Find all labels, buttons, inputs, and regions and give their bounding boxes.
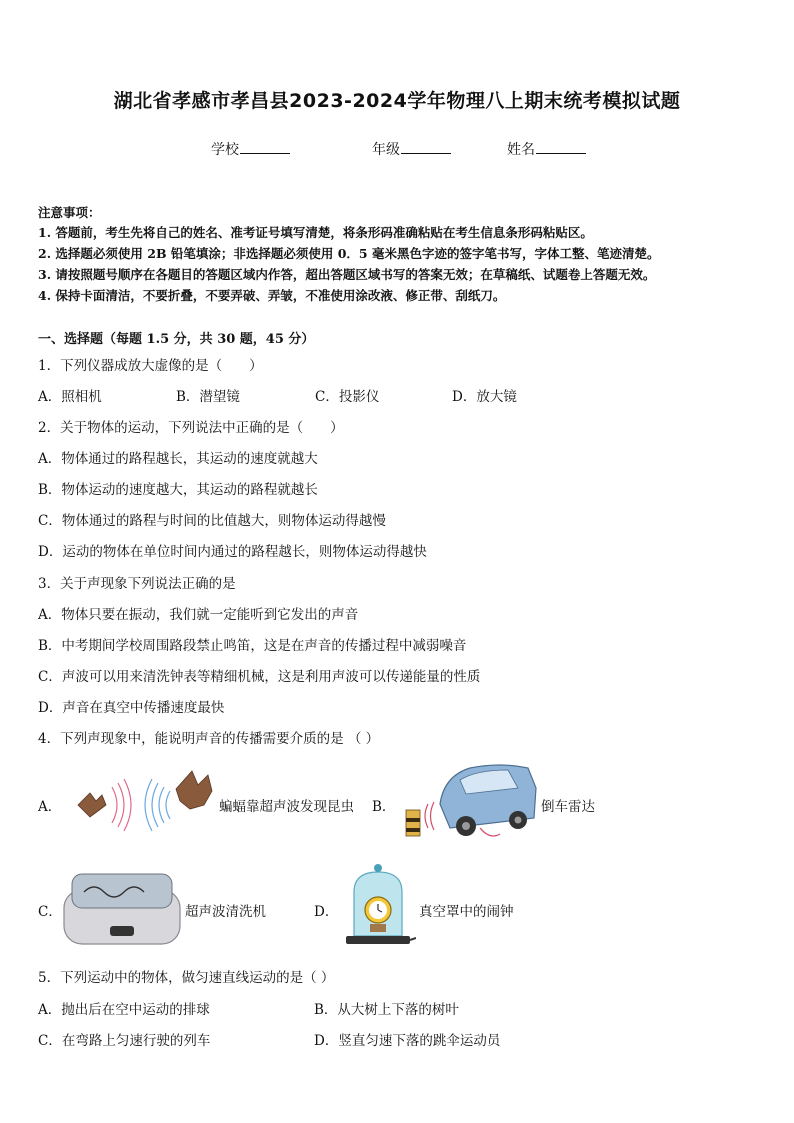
school-field: 学校 [211, 139, 290, 159]
option-a-text: 蝙蝠靠超声波发现昆虫 [219, 799, 354, 815]
option-d: D．声音在真空中传播速度最快 [38, 700, 225, 716]
option-b-label: B． [372, 799, 396, 815]
option-a: A．物体通过的路程越长，其运动的速度就越大 [38, 451, 318, 467]
option-c: C．声波可以用来清洗钟表等精细机械，这是利用声波可以传递能量的性质 [38, 669, 481, 685]
notice-item: 4. 保持卡面清洁，不要折叠，不要弄破、弄皱，不准使用涂改液、修正带、刮纸刀。 [38, 288, 506, 303]
notice-item: 1. 答题前，考生先将自己的姓名、准考证号填写清楚，将条形码准确粘贴在考生信息条形码粘贴区。 [38, 225, 593, 240]
grade-field: 年级 [372, 139, 451, 159]
option-b: B．潜望镜 [176, 389, 240, 405]
option-b: B．中考期间学校周围路段禁止鸣笛，这是在声音的传播过程中减弱噪音 [38, 638, 467, 654]
option-c: C．物体通过的路程与时间的比值越大，则物体运动得越慢 [38, 513, 386, 529]
question-stem: 5．下列运动中的物体，做匀速直线运动的是（ ） [38, 970, 335, 986]
notice-heading: 注意事项： [38, 205, 101, 220]
option-a-label: A． [38, 799, 62, 815]
ultrasonic-cleaner-icon [60, 870, 184, 950]
option-a: A．照相机 [38, 389, 102, 405]
car-icon [400, 758, 538, 846]
bat-icon [72, 765, 216, 845]
section-heading: 一、选择题（每题 1.5 分，共 30 题，45 分） [38, 332, 315, 347]
option-c: C．投影仪 [315, 389, 380, 405]
option-c: C．在弯路上匀速行驶的列车 [38, 1033, 211, 1049]
option-d: D．运动的物体在单位时间内通过的路程越长，则物体运动得越快 [38, 544, 427, 560]
question-stem: 3．关于声现象下列说法正确的是 [38, 576, 236, 592]
option-d: D．竖直匀速下落的跳伞运动员 [314, 1033, 501, 1049]
option-b: B．从大树上下落的树叶 [314, 1002, 459, 1018]
option-b: B．物体运动的速度越大，其运动的路程就越长 [38, 482, 318, 498]
page-title: 湖北省孝感市孝昌县2023-2024学年物理八上期末统考模拟试题 [113, 90, 681, 112]
name-field: 姓名 [507, 139, 586, 159]
question-stem: 2．关于物体的运动，下列说法中正确的是（ ） [38, 420, 344, 436]
option-d: D．放大镜 [452, 389, 517, 405]
option-a: A．物体只要在振动，我们就一定能听到它发出的声音 [38, 607, 359, 623]
question-stem: 4．下列声现象中，能说明声音的传播需要介质的是 （ ） [38, 731, 380, 747]
notice-item: 3. 请按照题号顺序在各题目的答题区域内作答，超出答题区域书写的答案无效；在草稿纸、试题卷上答题无效。 [38, 267, 656, 282]
bell-jar-clock-icon [344, 862, 416, 952]
notice-item: 2. 选择题必须使用 2B 铅笔填涂；非选择题必须使用 0．5 毫米黑色字迹的签字笔书写，字体工整、笔迹清楚。 [38, 246, 660, 261]
question-stem: 1．下列仪器成放大虚像的是（ ） [38, 358, 263, 374]
option-d-label: D． [314, 904, 339, 920]
option-c-label: C． [38, 904, 62, 920]
option-d-text: 真空罩中的闹钟 [419, 904, 514, 920]
option-b-text: 倒车雷达 [541, 799, 595, 815]
option-a: A．抛出后在空中运动的排球 [38, 1002, 210, 1018]
option-c-text: 超声波清洗机 [185, 904, 266, 920]
